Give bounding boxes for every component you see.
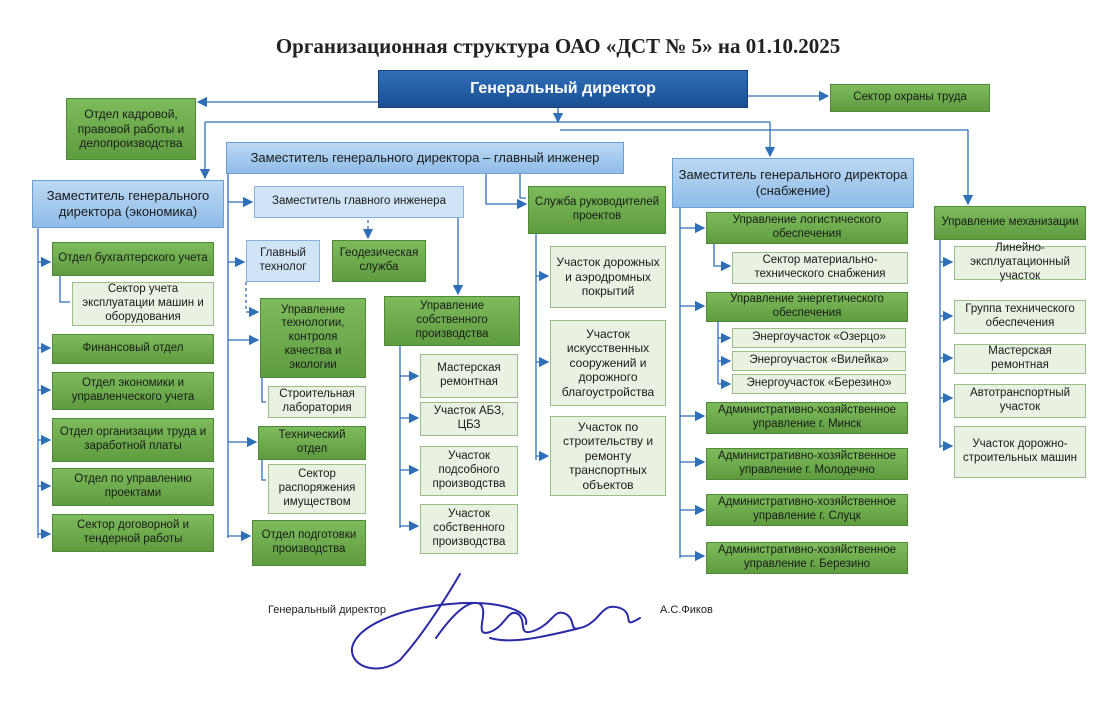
box-tech-control: Управление технологии, контроля качества и экологии [260,298,366,378]
box-gen-director: Генеральный директор [378,70,748,108]
box-property: Сектор распоряжения имуществом [268,464,366,514]
box-transport-objects: Участок по строительству и ремонту транспортных объектов [550,416,666,496]
handwritten-signature [340,568,650,678]
box-chief-engineer: Заместитель генерального директора – главный инженер [226,142,624,174]
box-contracts: Сектор договорной и тендерной работы [52,514,214,552]
box-admin-berezino: Административно-хозяйственное управление г. Березино [706,542,908,574]
box-geodesy: Геодезическая служба [332,240,426,282]
box-construction-lab: Строительная лаборатория [268,386,366,418]
box-admin-minsk: Административно-хозяйственное управление г. Минск [706,402,908,434]
box-logistics: Управление логистического обеспечения [706,212,908,244]
box-economics-dept: Отдел экономики и управленческого учета [52,372,214,410]
box-hr: Отдел кадровой, правовой работы и делопроизводства [66,98,196,160]
box-abz: Участок АБЗ, ЦБЗ [420,402,518,436]
box-chief-technologist: Главный технолог [246,240,320,282]
box-admin-slutsk: Административно-хозяйственное управление г. Слуцк [706,494,908,526]
box-road-machines: Участок дорожно-строительных машин [954,426,1086,478]
box-mech-repair: Мастерская ремонтная [954,344,1086,374]
box-accounting: Отдел бухгалтерского учета [52,242,214,276]
box-material-supply: Сектор материально-технического снабжения [732,252,908,284]
box-artificial-structures: Участок искусственных сооружений и дорожного благоустройства [550,320,666,406]
box-auxiliary: Участок подсобного производства [420,446,518,496]
box-admin-molodechno: Административно-хозяйственное управление г. Молодечно [706,448,908,480]
box-mech-dept: Управление механизации [934,206,1086,240]
box-machine-accounting: Сектор учета эксплуатации машин и оборудования [72,282,214,326]
box-labor-org: Отдел организации труда и заработной платы [52,418,214,462]
box-energy: Управление энергетического обеспечения [706,292,908,322]
signature-position: Генеральный директор [268,604,386,616]
box-deputy-economics: Заместитель генерального директора (экономика) [32,180,224,228]
box-energy-vileyka: Энергоучасток «Вилейка» [732,351,906,371]
box-project-service: Служба руководителей проектов [528,186,666,234]
box-deputy-chief-eng: Заместитель главного инженера [254,186,464,218]
page-title: Организационная структура ОАО «ДСТ № 5» на 01.10.2025 [275,34,841,58]
box-prod-prep: Отдел подготовки производства [252,520,366,566]
box-road-airfield: Участок дорожных и аэродромных покрытий [550,246,666,308]
box-own-production: Управление собственного производства [384,296,520,346]
box-tech-support: Группа технического обеспечения [954,300,1086,334]
box-own-prod-site: Участок собственного производства [420,504,518,554]
box-repair-shop: Мастерская ремонтная [420,354,518,398]
box-deputy-supply: Заместитель генерального директора (снабжение) [672,158,914,208]
box-energy-ozertso: Энергоучасток «Озерцо» [732,328,906,348]
box-project-mgmt: Отдел по управлению проектами [52,468,214,506]
box-labor-safety: Сектор охраны труда [830,84,990,112]
signature-name: А.С.Фиков [660,604,713,616]
box-finance: Финансовый отдел [52,334,214,364]
box-tech-dept: Технический отдел [258,426,366,460]
box-transport-site: Автотранспортный участок [954,384,1086,418]
box-linear-site: Линейно-эксплуатационный участок [954,246,1086,280]
box-energy-berezino: Энергоучасток «Березино» [732,374,906,394]
